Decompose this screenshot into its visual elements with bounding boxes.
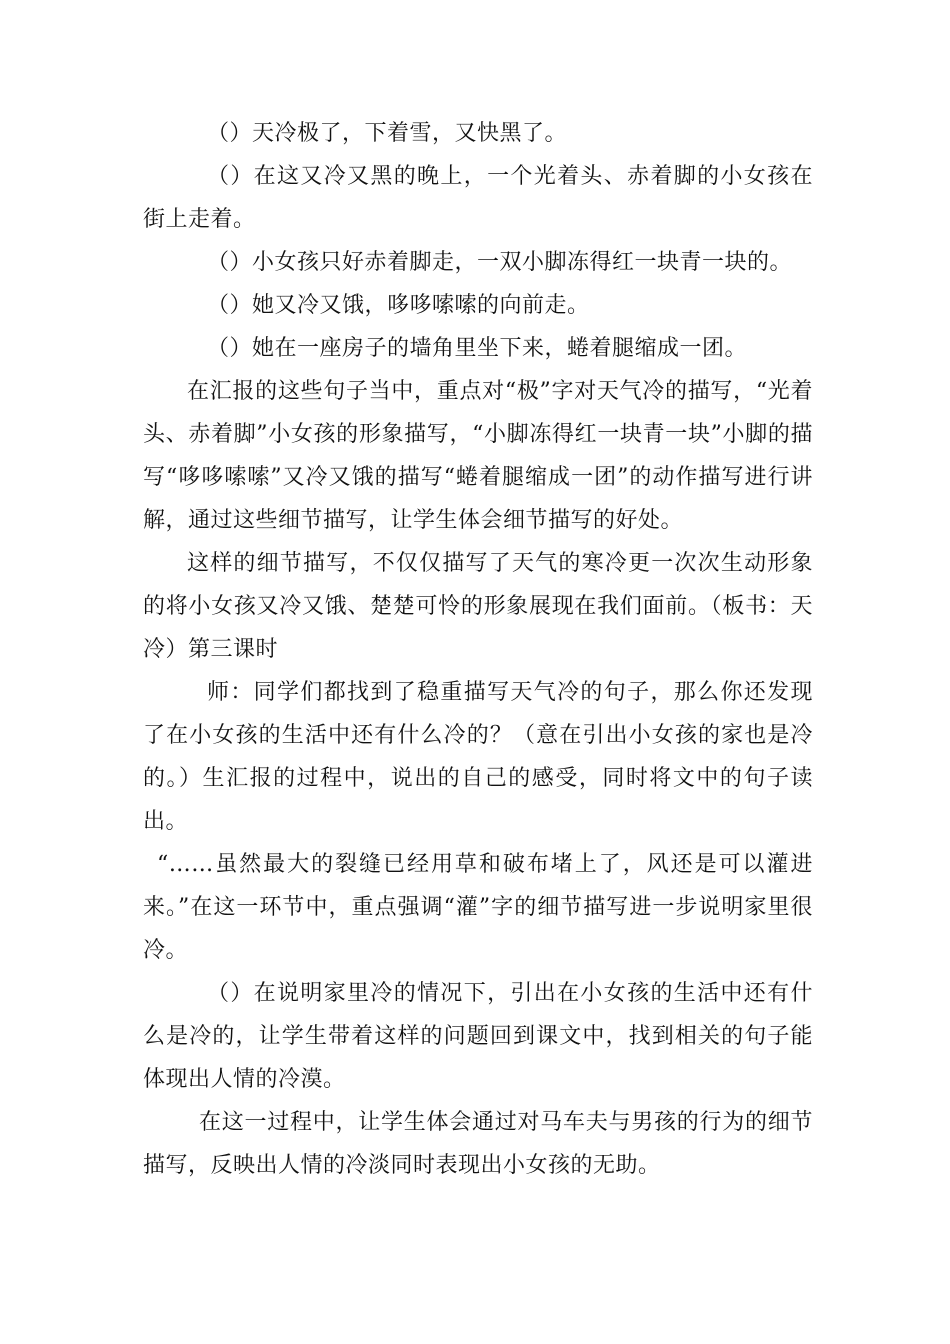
paragraph-detail-analysis: 在汇报的这些句子当中，重点对“极”字对天气冷的描写，“光着头、赤着脚”小女孩的形象描写，“小脚冻得红一块青一块”小脚的描写“哆哆嗦嗦”又冷又饿的描写“蜷着腿缩成一团”的动作描写进行讲解，通过这些细节描写，让学生体会细节描写的好处。: [143, 379, 813, 533]
paragraph-cold-life: （）在说明家里冷的情况下，引出在小女孩的生活中还有什么是冷的，让学生带着这样的问题回到课文中，找到相关的句子能体现出人情的冷漠。: [143, 981, 813, 1092]
paragraph-sentence-3: （）小女孩只好赤着脚走，一双小脚冻得红一块青一块的。: [207, 250, 793, 275]
paragraph-detail-summary: 这样的细节描写，不仅仅描写了天气的寒冷更一次次生动形象的将小女孩又冷又饿、楚楚可怜的形象展现在我们面前。（板书：天冷）第三课时: [143, 551, 813, 662]
paragraph-sentence-1: （）天冷极了，下着雪，又快黑了。: [207, 121, 568, 146]
document-body: [143, 112, 813, 1187]
paragraph-quote-home: “……虽然最大的裂缝已经用草和破布堵上了，风还是可以灌进来。”在这一环节中，重点强调“灌”字的细节描写进一步说明家里很冷。: [143, 852, 813, 963]
paragraph-sentence-5: （）她在一座房子的墙角里坐下来，蜷着腿缩成一团。: [207, 336, 748, 361]
paragraph-sentence-4: （）她又冷又饿，哆哆嗦嗦的向前走。: [207, 293, 590, 318]
paragraph-teacher-question: 师：同学们都找到了稳重描写天气冷的句子，那么你还发现了在小女孩的生活中还有什么冷的？（意在引出小女孩的家也是冷的。）生汇报的过程中，说出的自己的感受，同时将文中的句子读出。: [143, 680, 813, 834]
paragraph-sentence-2: （）在这又冷又黑的晚上，一个光着头、赤着脚的小女孩在街上走着。: [143, 164, 813, 232]
paragraph-coachman-boy: 在这一过程中，让学生体会通过对马车夫与男孩的行为的细节描写，反映出人情的冷淡同时表现出小女孩的无助。: [143, 1110, 813, 1178]
